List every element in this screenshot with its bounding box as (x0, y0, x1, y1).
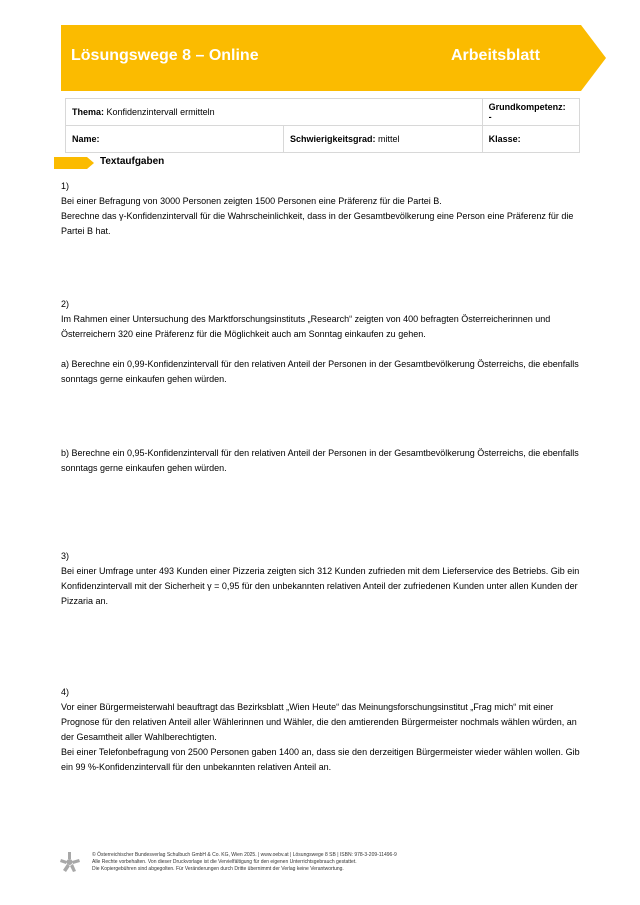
task-1 (61, 179, 581, 239)
document-type: Arbeitsblatt (451, 47, 540, 64)
task-text: Berechne das γ-Konfidenzintervall für die Wahrscheinlichkeit, dass in der Gesamtbevölkerung eine Person eine Präferenz für die Partei B hat. (61, 211, 574, 236)
publisher-logo-icon (59, 851, 81, 873)
task-3 (61, 549, 581, 609)
task-2a: a) Berechne ein 0,99-Konfidenzintervall für den relativen Anteil der Personen in der Gesamtbevölkerung Österreichs, die ebenfalls sonntags gerne einkaufen gehen würden. (61, 359, 579, 384)
task-number: 4) (61, 687, 70, 697)
task-4 (61, 685, 581, 775)
task-number: 1) (61, 181, 70, 191)
difficulty-value: mittel (378, 134, 400, 144)
class-cell[interactable] (482, 126, 579, 153)
competence-value: - (488, 112, 492, 122)
name-label: Name: (72, 134, 100, 144)
task-text: Vor einer Bürgermeisterwahl beauftragt das Bezirksblatt „Wien Heute“ das Meinungsforschungsinstitut „Frag mich“ mit einer Prognose für den relativen Anteil aller Wählerinnen und Wähler, die den amtierenden Bürgermeister nochmals wählen würden, an der Gesamtheit aller Wahlberechtigten. (61, 702, 577, 742)
name-cell[interactable] (66, 126, 284, 153)
section-title: Textaufgaben (100, 156, 165, 167)
footer-line: © Österreichischer Bundesverlag Schulbuch GmbH & Co. KG, Wien 2025. | www.oebv.at | Lösungswege 8 SB | ISBN: 978-3-209-11496-9 (92, 852, 397, 858)
topic-label: Thema: (72, 107, 105, 117)
footer-line: Die Kopiergebühren sind abgegolten. Für Veränderungen durch Dritte übernimmt der Verlag keine Verantwortung. (92, 866, 344, 872)
task-number: 3) (61, 551, 70, 561)
class-label: Klasse: (488, 134, 521, 144)
footer-line: Alle Rechte vorbehalten. Von dieser Druckvorlage ist die Vervielfältigung für den eigenen Unterrichtsgebrauch gestattet. (92, 859, 357, 865)
task-text: b) Berechne ein 0,95-Konfidenzintervall für den relativen Anteil der Personen in der Gesamtbevölkerung Österreichs, die ebenfalls sonntags gerne einkaufen gehen würden. (61, 448, 579, 473)
copyright-text (92, 852, 492, 873)
difficulty-label: Schwierigkeitsgrad: (290, 134, 376, 144)
topic-cell (66, 99, 483, 126)
task-number: 2) (61, 299, 70, 309)
task-text: Bei einer Telefonbefragung von 2500 Personen gaben 1400 an, dass sie den derzeitigen Bürgermeister wieder wählen wollen. Gib ein 99 %-Konfidenzintervall für den unbekannten relativen Anteil an. (61, 747, 580, 772)
worksheet-meta-table (65, 98, 580, 153)
task-2 (61, 297, 581, 387)
task-text: Bei einer Befragung von 3000 Personen zeigten 1500 Personen eine Präferenz für die Partei B. (61, 196, 442, 206)
difficulty-cell (284, 126, 483, 153)
header-banner (61, 25, 606, 91)
task-2b (61, 446, 581, 476)
competence-label: Grundkompetenz: (488, 102, 566, 112)
series-title: Lösungswege 8 – Online (71, 47, 259, 64)
competence-cell (482, 99, 579, 126)
task-text: Bei einer Umfrage unter 493 Kunden einer Pizzeria zeigten sich 312 Kunden zufrieden mit dem Lieferservice des Betriebs. Gib ein Konfidenzintervall mit der Sicherheit γ = 0,95 für den unbekannten relativen Anteil der zufriedenen Kunden unter allen Kunden der Pizzaria an. (61, 566, 580, 606)
section-arrow-icon (54, 157, 94, 169)
topic-value: Konfidenzintervall ermitteln (106, 107, 215, 117)
task-text: Im Rahmen einer Untersuchung des Marktforschungsinstituts „Research“ zeigten von 400 befragten Österreicherinnen und Österreichern 320 eine Präferenz für die Möglichkeit auch am Sonntag einkaufen zu gehen. (61, 314, 551, 339)
